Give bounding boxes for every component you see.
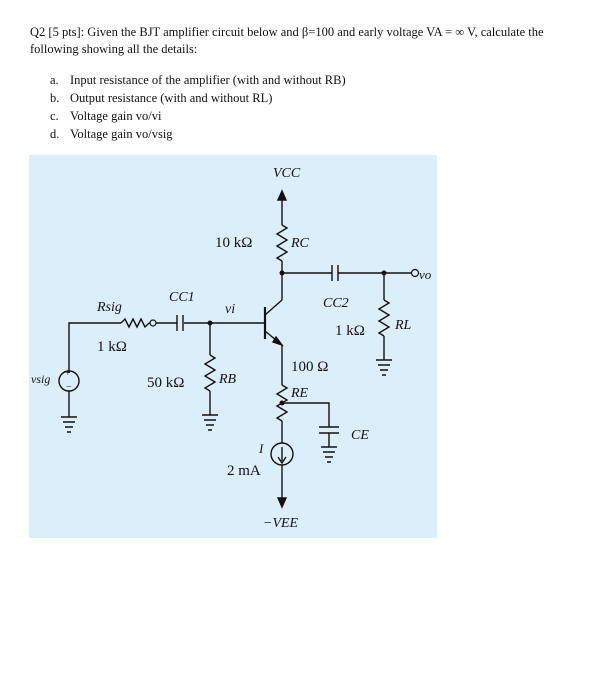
rb-ground-icon bbox=[202, 415, 218, 430]
vee-arrow-icon bbox=[278, 498, 286, 507]
part-c-text: Voltage gain vo/vi bbox=[70, 109, 162, 123]
rc-value-label: 10 kΩ bbox=[215, 235, 253, 251]
part-b-text: Output resistance (with and without RL) bbox=[70, 91, 273, 105]
source-ground-icon bbox=[61, 417, 77, 432]
vi-label: vi bbox=[225, 302, 236, 317]
vsig-label: vsig bbox=[31, 372, 51, 386]
re-name-label: RE bbox=[291, 386, 309, 401]
parts-list bbox=[50, 71, 346, 143]
transistor-collector bbox=[265, 300, 282, 315]
emitter-node bbox=[280, 401, 285, 406]
output-node bbox=[382, 271, 387, 276]
part-d bbox=[50, 125, 346, 143]
collector-node bbox=[280, 271, 285, 276]
part-c bbox=[50, 107, 346, 125]
rl-resistor bbox=[379, 300, 389, 336]
rb-resistor bbox=[205, 355, 215, 391]
re-value-label: 100 Ω bbox=[291, 359, 329, 375]
rl-name-label: RL bbox=[395, 318, 412, 333]
ce-ground-icon bbox=[321, 447, 337, 462]
source-minus-label: − bbox=[66, 382, 72, 393]
base-node bbox=[208, 321, 213, 326]
rb-name-label: RB bbox=[219, 372, 237, 387]
vcc-label: VCC bbox=[273, 166, 301, 181]
ce-label: CE bbox=[351, 428, 369, 443]
rc-name-label: RC bbox=[291, 236, 309, 251]
circuit-diagram bbox=[29, 155, 437, 538]
cc2-capacitor bbox=[332, 265, 338, 281]
part-c-label: c. bbox=[50, 109, 59, 123]
ce-capacitor bbox=[319, 427, 339, 433]
rl-value-label: 1 kΩ bbox=[335, 323, 365, 339]
ce-wire bbox=[282, 403, 329, 427]
cc2-label: CC2 bbox=[323, 296, 349, 311]
i-value-label: 2 mA bbox=[227, 463, 261, 479]
vcc-arrow-icon bbox=[278, 191, 286, 200]
vo-label: vo bbox=[419, 267, 432, 282]
part-a bbox=[50, 71, 346, 89]
input-terminal bbox=[150, 320, 156, 326]
source-plus-label: + bbox=[65, 368, 71, 379]
part-b-label: b. bbox=[50, 91, 60, 105]
output-terminal bbox=[412, 270, 419, 277]
part-d-label: d. bbox=[50, 127, 60, 141]
rsig-resistor bbox=[121, 319, 149, 327]
rc-resistor bbox=[277, 225, 287, 261]
part-d-text: Voltage gain vo/vsig bbox=[70, 127, 173, 141]
part-b bbox=[50, 89, 346, 107]
cc1-label: CC1 bbox=[169, 290, 195, 305]
circuit-figure bbox=[29, 155, 437, 538]
question-text: Q2 [5 pts]: Given the BJT amplifier circuit below and β=100 and early voltage VA = ∞ V, calculate the following showing all the details: bbox=[30, 25, 544, 56]
rb-value-label: 50 kΩ bbox=[147, 375, 185, 391]
rsig-value-label: 1 kΩ bbox=[97, 339, 127, 355]
vee-label: −VEE bbox=[263, 516, 299, 531]
part-a-label: a. bbox=[50, 73, 59, 87]
rsig-name-label: Rsig bbox=[97, 300, 122, 315]
i-name-label: I bbox=[259, 441, 264, 456]
cc1-capacitor bbox=[177, 315, 183, 331]
part-a-text: Input resistance of the amplifier (with and without RB) bbox=[70, 73, 346, 87]
rl-ground-icon bbox=[376, 360, 392, 375]
